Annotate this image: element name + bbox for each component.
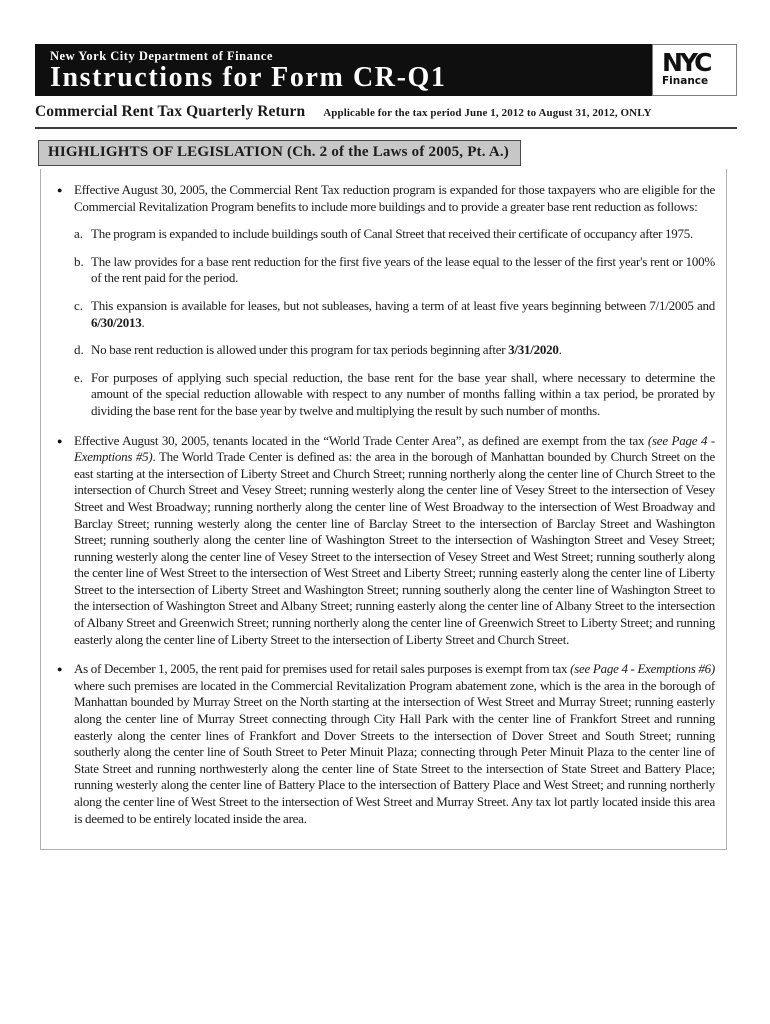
bullet-icon: ●: [57, 664, 63, 675]
list-item-text: The program is expanded to include buildings south of Canal Street that received their certificate of occupancy after 1975.: [91, 226, 694, 242]
text-segment: .: [558, 342, 562, 358]
nyc-logo-icon: NYC: [662, 48, 710, 78]
text-segment: Effective August 30, 2005, tenants located in the “World Trade Center Area”, as defined are exempt from the tax: [74, 432, 648, 448]
text-segment: As of December 1, 2005, the rent paid for premises used for retail sales purposes is exempt from tax: [74, 661, 571, 677]
bold-date: 6/30/2013: [91, 314, 142, 330]
bold-date: 3/31/2020: [508, 342, 559, 358]
section-heading: HIGHLIGHTS OF LEGISLATION (Ch. 2 of the Laws of 2005, Pt. A.): [38, 140, 521, 166]
bullet-item-retail-exemption: [57, 661, 715, 827]
bullet-body: [74, 182, 715, 420]
list-item-label: c.: [74, 297, 84, 313]
list-item-label: a.: [74, 226, 84, 242]
divider-rule: [35, 127, 737, 129]
page-reference: (see Page 4 - Exemptions #6): [570, 661, 716, 677]
applicability-note: Applicable for the tax period June 1, 2012 to August 31, 2012, ONLY: [323, 107, 652, 119]
agency-name: New York City Department of Finance: [50, 49, 273, 63]
text-segment: where such premises are located in the Commercial Revitalization Program abatement zone, which is the area in the borough of Manhattan bounded by Murray Street on the North starting at the intersection of West Street and Murray Street; running easterly along the center line of Murray Street connecting through City Hall Park with the center line of Frankfort Street and running easterly along the center lines of Frankfort and Dover Streets to the intersection of Dover Street and South Street; running southerly along the center line of South Street to Peter Minuit Plaza; connecting through Peter Minuit Plaza to the center line of State Street and running northwesterly along the center line of State Street to the intersection of State Street and Battery Place; running westerly along the center line of Battery Place to the intersection of Battery Place and West Street; and running northerly along the center line of West Street to the intersection of West Street and Murray Street. Any tax lot partly located inside this area is deemed to be entirely located inside the area.: [74, 677, 715, 826]
list-item-label: d.: [74, 342, 84, 358]
list-item-label: e.: [74, 369, 84, 385]
list-item-a: [74, 226, 715, 243]
text-segment: . The World Trade Center is defined as: the area in the borough of Manhattan bounded by Church Street on the east starting at the intersection of Liberty Street and Church Street; running northerly along the center line of Church Street to the intersection of Church Street and Vesey Street; running westerly along the center line of Vesey Street to the intersection of Vesey Street and West Broadway; running northerly along the center line of West Broadway to the intersection of West Broadway and Barclay Street; running westerly along the center line of Barclay Street to the intersection of Barclay Street and Washington Street; running southerly along the center line of Washington Street to the intersection of Washington Street and Vesey Street; running westerly along the center line of Vesey Street to the intersection of Vesey Street and West Street; running southerly along the center line of West Street to the intersection of West Street and Liberty Street; running easterly along the center line of Liberty Street to the intersection of Liberty Street and Washington Street; running southerly along the center line of Washington Street to the intersection of Washington Street and Albany Street; running easterly along the center line of Albany Street to the intersection of Albany Street and Greenwich Street; running northerly along the center line of Greenwich Street to Liberty Street; and running easterly along the center line of Liberty Street to the intersection of Liberty Street and Church Street.: [74, 449, 715, 647]
text-segment: No base rent reduction is allowed under this program for tax periods beginning after: [91, 342, 509, 358]
bullet-icon: ●: [57, 435, 63, 446]
text-segment: .: [141, 314, 145, 330]
bullet-icon: ●: [57, 185, 63, 195]
nyc-finance-logo: [652, 44, 737, 96]
bullet-item-wtc-area: [57, 433, 715, 649]
masthead: [35, 44, 737, 96]
list-item-e: [74, 370, 715, 420]
text-segment: This expansion is available for leases, but not subleases, having a term of at least five years beginning between 7/1/2005 and: [91, 297, 715, 313]
paragraph-intro: Effective August 30, 2005, the Commercial Rent Tax reduction program is expanded for those taxpayers who are eligible for the Commercial Revitalization Program benefits to include more buildings and to provide a greater base rent reduction as follows:: [74, 182, 715, 214]
paragraph-retail: [74, 661, 715, 827]
form-name: Commercial Rent Tax Quarterly Return: [35, 103, 306, 120]
page-reference: (see Page 4 - Exemptions #5): [74, 432, 715, 465]
list-item-d: [74, 342, 715, 359]
list-item-b: [74, 254, 715, 287]
list-item-text: [91, 298, 715, 331]
list-item-text: For purposes of applying such special reduction, the base rent for the base year shall, where necessary to determine the amount of the special reduction allowable with respect to any number of months falling within a tax period, be prorated by dividing the base rent for the base year by twelve and multiplying the result by such number of months.: [91, 369, 715, 418]
list-item-text: [91, 342, 715, 359]
subtitle-row: [35, 103, 737, 121]
highlights-content-box: [40, 169, 727, 850]
form-title: Instructions for Form CR-Q1: [50, 62, 447, 93]
list-item-label: b.: [74, 253, 84, 269]
bullet-body: [74, 433, 715, 649]
list-item-text: The law provides for a base rent reduction for the first five years of the lease equal to the lesser of the first year's rent or 100% of the rent paid for the period.: [91, 253, 715, 286]
logo-finance-label: Finance: [662, 74, 709, 87]
bullet-body: [74, 661, 715, 827]
list-item-c: [74, 298, 715, 331]
paragraph-wtc: [74, 433, 715, 649]
bullet-item-expansion: [57, 182, 715, 420]
masthead-title-bar: [35, 44, 652, 96]
document-body: [35, 44, 737, 850]
